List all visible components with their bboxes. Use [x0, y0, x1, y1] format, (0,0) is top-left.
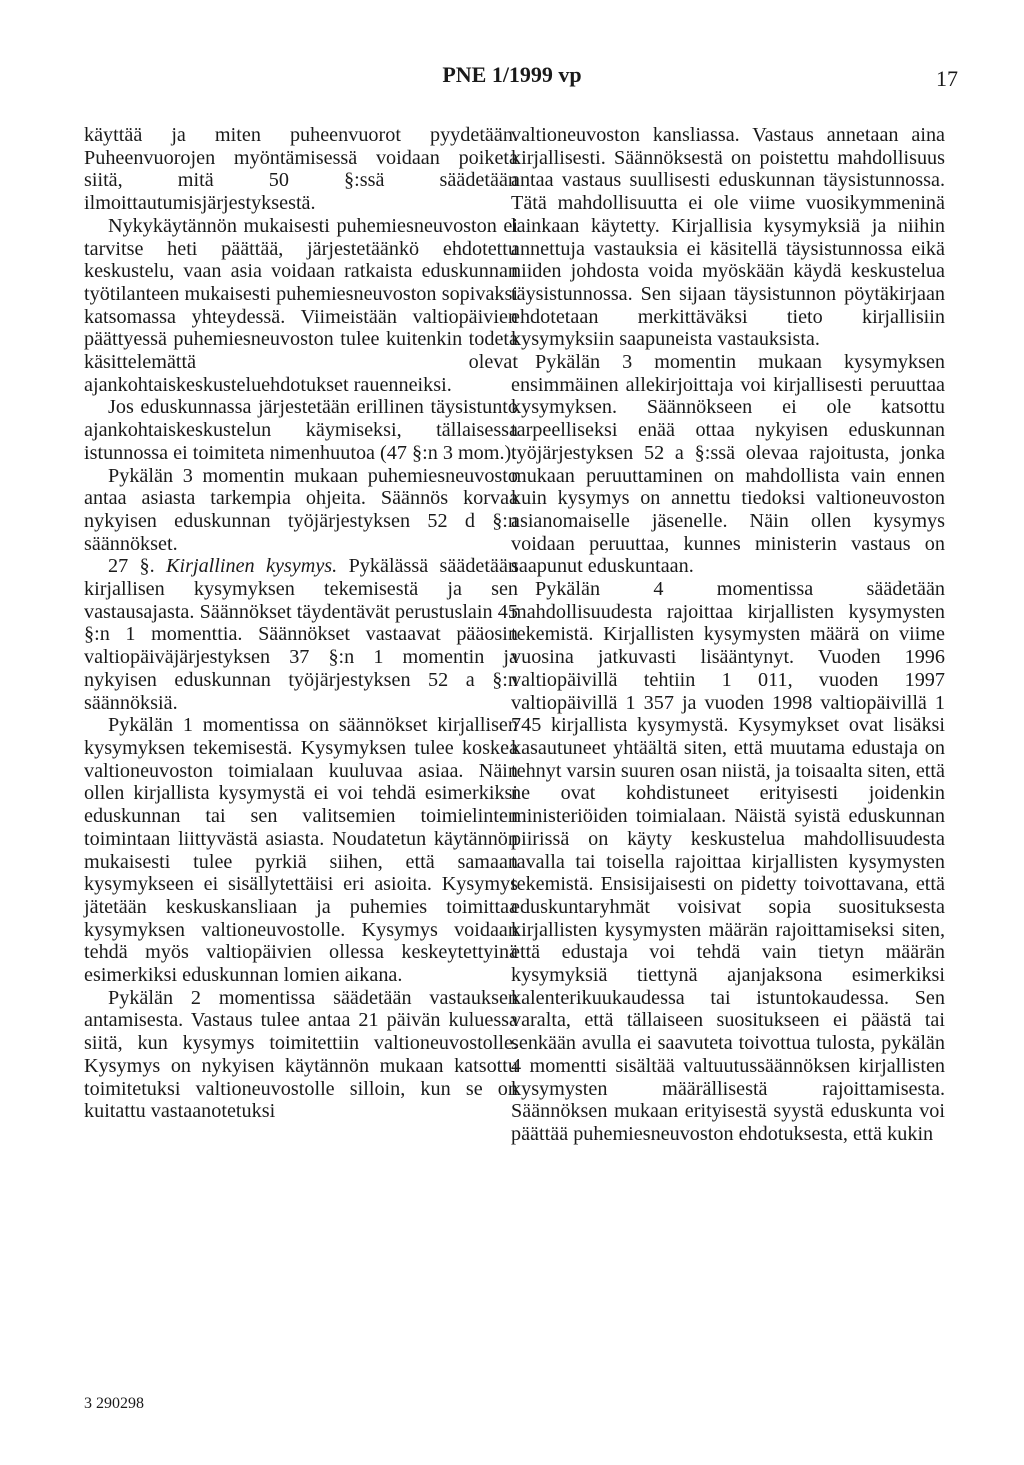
right-column — [511, 124, 945, 1146]
page-number: 17 — [936, 66, 958, 91]
paragraph: Jos eduskunnassa järjestetään erillinen täysistunto ajankohtaiskeskustelun käymiseksi, tällaisessa istunnossa ei toimiteta nimenhuutoa (47 §:n 3 mom.). — [84, 396, 518, 464]
paragraph: Nykykäytännön mukaisesti puhemiesneuvoston ei tarvitse heti päättää, järjestetäänkö ehdotettu keskustelu, vaan asia voidaan ratkaista eduskunnan työtilanteen mukaisesti puhemiesneuvoston sopivaksi katsomassa yhteydessä. Viimeistään valtiopäivien päättyessä puhemiesneuvoston tulee kuitenkin todeta käsittelemättä olevat ajankohtaiskeskusteluehdotukset rauenneiksi. — [84, 214, 518, 396]
paragraph: Pykälän 4 momentissa säädetään mahdollisuudesta rajoittaa kirjallisten kysymysten tekemistä. Kirjallisten kysymysten määrä on viime vuosina jatkuvasti lisääntynyt. Vuoden 1996 valtiopäivillä tehtiin 1 011, vuoden 1997 valtiopäivillä 1 357 ja vuoden 1998 valtiopäivillä 1 745 kirjallista kysymystä. Kysymykset ovat lisäksi kasautuneet yhtäältä siten, että muutama edustaja on tehnyt varsin suuren osan niistä, ja toisaalta siten, että ne ovat kohdistuneet erityisesti joidenkin ministeriöiden toimialaan. Näistä syistä eduskunnan piirissä on käyty keskustelua mahdollisuudesta tavalla tai toisella rajoittaa kirjallisten kysymysten tekemistä. Ensisijaisesti on pidetty toivottavana, että eduskuntaryhmät voisivat sopia suosituksesta kirjallisten kysymysten määrän rajoittamiseksi siten, että edustaja voi tehdä vain tietyn määrän kysymyksiä tiettynä ajanjaksona esimerkiksi kalenterikuukaudessa tai istuntokaudessa. Sen varalta, että tällaiseen suositukseen ei päästä tai senkään avulla ei saavuteta toivottua tulosta, pykälän 4 momentti sisältää valtuutussäännöksen kirjallisten kysymysten määrällisestä rajoittamisesta. Säännöksen mukaan erityisestä syystä eduskunta voi päättää puhemiesneuvoston ehdotuksesta, että kukin — [511, 578, 945, 1145]
section-heading: Kirjallinen kysymys. — [166, 555, 338, 578]
paragraph: käyttää ja miten puheenvuorot pyydetään. Puheenvuorojen myöntämisessä voidaan poiketa siitä, mitä 50 §:ssä säädetään ilmoittautumisjärjestyksestä. — [84, 124, 518, 215]
paragraph: Pykälän 1 momentissa on säännökset kirjallisen kysymyksen tekemisestä. Kysymyksen tulee koskea valtioneuvoston toimialaan kuuluvaa asiaa. Näin ollen kirjallista kysymystä ei voi tehdä esimerkiksi eduskunnan tai sen valitsemien toimielinten toimintaan liittyvästä asiasta. Noudatetun käytännön mukaisesti tulee pyrkiä siihen, että samaan kysymykseen ei sisällytettäisi eri asioita. Kysymys jätetään keskuskansliaan ja puhemies toimittaa kysymyksen valtioneuvostolle. Kysymys voidaan tehdä myös valtiopäivien ollessa keskeytettyinä esimerkiksi eduskunnan lomien aikana. — [84, 714, 518, 987]
paragraph: Pykälän 3 momentin mukaan kysymyksen ensimmäinen allekirjoittaja voi kirjallisesti peruuttaa kysymyksen. Säännökseen ei ole katsottu tarpeelliseksi enää ottaa nykyisen eduskunnan työjärjestyksen 52 a §:ssä olevaa rajoitusta, jonka mukaan peruuttaminen on mahdollista vain ennen kuin kysymys on annettu tiedoksi valtioneuvoston asianomaiselle jäsenelle. Näin ollen kysymys voidaan peruuttaa, kunnes ministerin vastaus on saapunut eduskuntaan. — [511, 351, 945, 578]
paragraph — [84, 555, 518, 714]
section-number: 27 §. — [108, 555, 167, 578]
paragraph-text: Pykälässä säädetään kirjallisen kysymyksen tekemisestä ja sen vastausajasta. Säännökset täydentävät perustuslain 45 §:n 1 momenttia. Säännökset vastaavat pääosin valtiopäiväjärjestyksen 37 §:n 1 momentin ja nykyisen eduskunnan työjärjestyksen 52 a §:n säännöksiä. — [84, 555, 518, 714]
footer-print-code: 3 290298 — [84, 1395, 144, 1412]
left-column — [84, 124, 518, 1123]
paragraph: Pykälän 2 momentissa säädetään vastauksen antamisesta. Vastaus tulee antaa 21 päivän kuluessa siitä, kun kysymys toimitettiin valtioneuvostolle. Kysymys on nykyisen käytännön mukaan katsottu toimitetuksi valtioneuvostolle silloin, kun se on kuitattu vastaanotetuksi — [84, 986, 518, 1123]
paragraph: valtioneuvoston kansliassa. Vastaus annetaan aina kirjallisesti. Säännöksestä on poistettu mahdollisuus antaa vastaus suullisesti eduskunnan täysistunnossa. Tätä mahdollisuutta ei ole viime vuosikymmeninä lainkaan käytetty. Kirjallisia kysymyksiä ja niihin annettuja vastauksia ei käsitellä täysistunnossa eikä niiden johdosta voida myöskään käydä keskustelua täysistunnossa. Sen sijaan täysistunnon pöytäkirjaan ehdotetaan merkittäväksi tieto kirjallisiin kysymyksiin saapuneista vastauksista. — [511, 124, 945, 351]
page-header-title: PNE 1/1999 vp — [442, 62, 582, 87]
paragraph: Pykälän 3 momentin mukaan puhemiesneuvosto antaa asiasta tarkempia ohjeita. Säännös korvaa nykyisen eduskunnan työjärjestyksen 52 d §:n säännökset. — [84, 464, 518, 555]
